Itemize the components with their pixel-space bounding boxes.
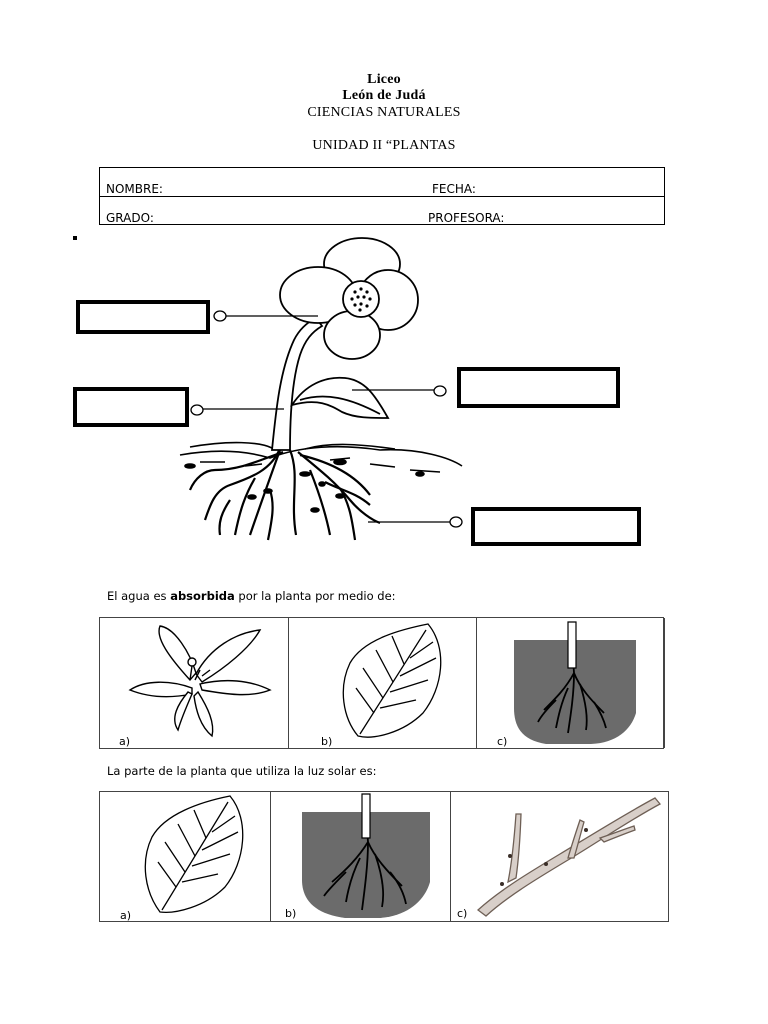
school-line-2: León de Judá [342, 88, 426, 103]
leaf-icon [100, 792, 270, 921]
label-box-flower[interactable] [76, 300, 210, 334]
subject-title: CIENCIAS NATURALES [307, 105, 461, 120]
question-1-prefix: El agua es [107, 589, 171, 603]
branch-icon [450, 792, 668, 921]
question-1-suffix: por la planta por medio de: [234, 589, 396, 603]
q2-letter-b: b) [285, 907, 297, 920]
date-label: FECHA: [432, 182, 476, 196]
school-line-1: Liceo [367, 72, 401, 87]
q1-letter-a: a) [119, 735, 131, 748]
roots-icon [476, 618, 664, 748]
q2-option-b[interactable] [270, 792, 451, 921]
q1-letter-b: b) [321, 735, 333, 748]
unit-title: UNIDAD II “PLANTAS [312, 138, 456, 153]
question-1 [107, 589, 396, 603]
name-label: NOMBRE: [106, 182, 163, 196]
question-2-options [99, 791, 669, 922]
q2-option-a[interactable] [100, 792, 271, 921]
plant-leaf-icon [292, 378, 388, 418]
grade-label: GRADO: [106, 211, 154, 225]
teacher-label: PROFESORA: [428, 211, 505, 225]
q2-letter-c: c) [457, 907, 468, 920]
question-1-options [99, 617, 664, 749]
question-2: La parte de la planta que utiliza la luz solar es: [107, 764, 377, 778]
q1-option-c[interactable] [476, 618, 665, 748]
roots-icon [270, 792, 450, 921]
label-box-roots[interactable] [471, 507, 641, 546]
leaf-icon [288, 618, 476, 748]
question-1-emphasis: absorbida [170, 589, 235, 603]
q1-option-b[interactable] [288, 618, 477, 748]
label-box-stem[interactable] [73, 387, 189, 427]
q1-option-a[interactable] [100, 618, 289, 748]
q2-option-c[interactable] [450, 792, 669, 921]
q1-letter-c: c) [497, 735, 508, 748]
label-box-leaf[interactable] [457, 367, 620, 408]
q2-letter-a: a) [120, 909, 132, 922]
flower-icon [100, 618, 288, 748]
